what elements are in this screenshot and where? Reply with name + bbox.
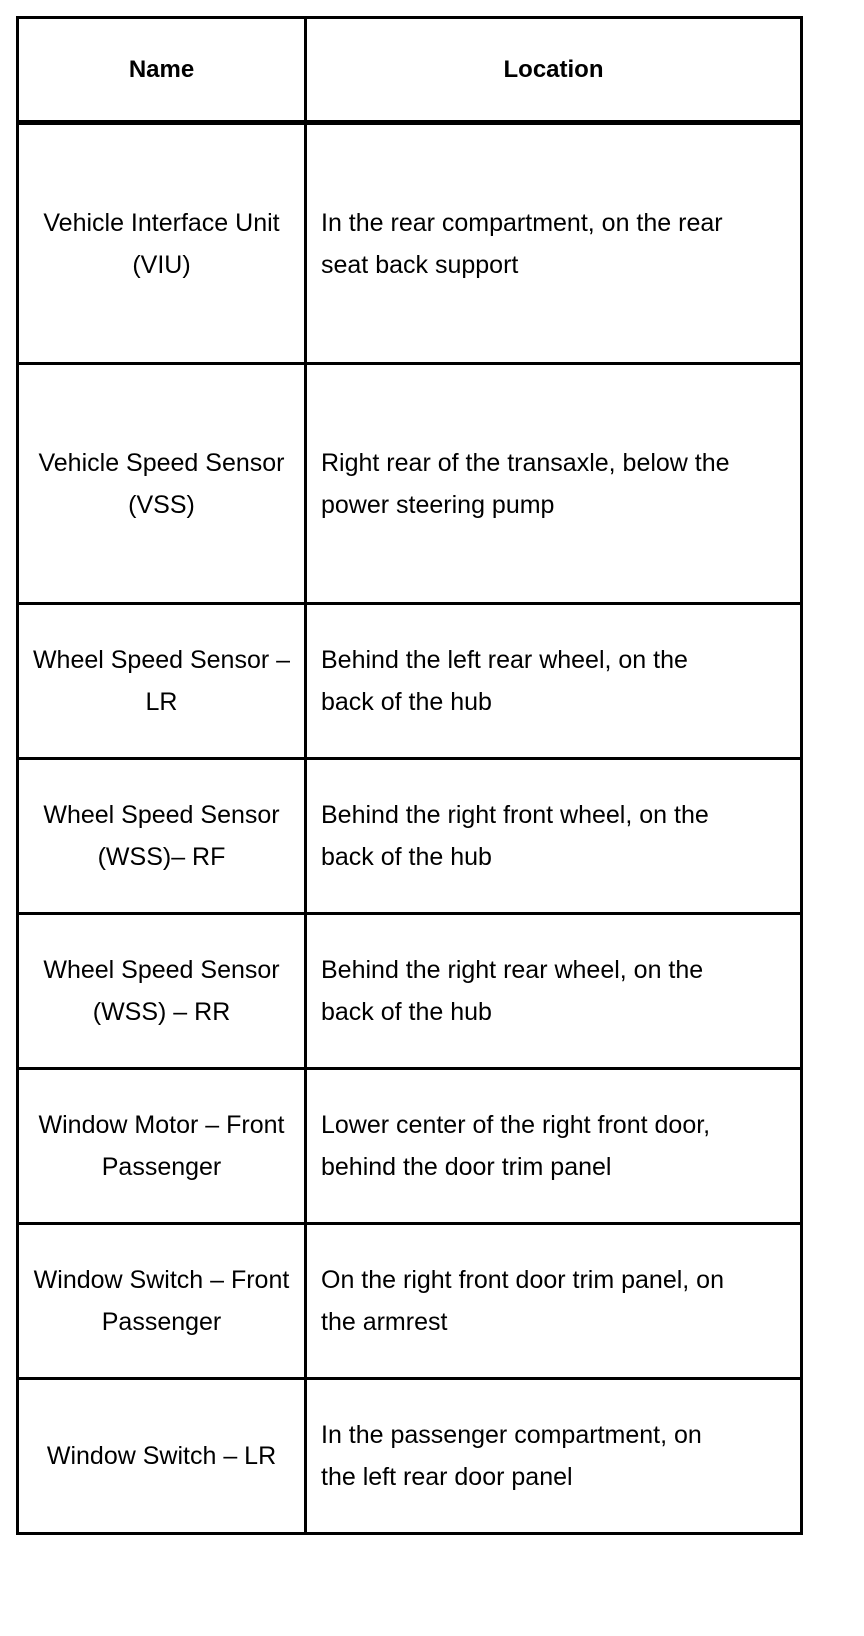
component-location: Behind the right front wheel, on the back of the hub	[321, 801, 709, 871]
component-location: Behind the right rear wheel, on the back of the hub	[321, 956, 704, 1026]
table-row	[18, 914, 802, 1069]
name-cell	[18, 123, 306, 364]
component-location-table	[16, 16, 803, 1535]
component-location: In the rear compartment, on the rear seat back support	[321, 208, 723, 279]
column-header-location: Location	[306, 18, 802, 123]
name-cell	[18, 364, 306, 604]
table-row	[18, 1224, 802, 1379]
table-row	[18, 604, 802, 759]
location-cell	[306, 1224, 802, 1379]
name-cell	[18, 914, 306, 1069]
component-name: Wheel Speed Sensor – LR	[32, 646, 291, 716]
component-name: Wheel Speed Sensor (WSS) – RR	[43, 956, 280, 1026]
component-location: Right rear of the transaxle, below the power steering pump	[321, 448, 730, 519]
component-name: Wheel Speed Sensor (WSS)– RF	[43, 801, 280, 871]
component-location: On the right front door trim panel, on the armrest	[321, 1266, 724, 1336]
location-cell	[306, 364, 802, 604]
component-location: In the passenger compartment, on the left rear door panel	[321, 1421, 702, 1491]
component-name: Window Switch – Front Passenger	[33, 1266, 290, 1336]
table-row	[18, 364, 802, 604]
location-cell	[306, 759, 802, 914]
component-location: Behind the left rear wheel, on the back of the hub	[321, 646, 688, 716]
name-cell	[18, 759, 306, 914]
location-cell	[306, 604, 802, 759]
location-cell	[306, 1379, 802, 1534]
name-cell	[18, 1069, 306, 1224]
table-header-row	[18, 18, 802, 123]
column-header-name: Name	[18, 18, 306, 123]
component-name: Vehicle Interface Unit (VIU)	[43, 208, 280, 279]
name-cell	[18, 1379, 306, 1534]
table-row	[18, 1069, 802, 1224]
name-cell	[18, 1224, 306, 1379]
location-cell	[306, 914, 802, 1069]
table-row	[18, 1379, 802, 1534]
component-name: Vehicle Speed Sensor (VSS)	[38, 448, 285, 519]
location-cell	[306, 1069, 802, 1224]
component-name: Window Switch – LR	[46, 1442, 277, 1470]
table-row	[18, 759, 802, 914]
component-name: Window Motor – Front Passenger	[38, 1111, 285, 1181]
component-location: Lower center of the right front door, behind the door trim panel	[321, 1111, 711, 1181]
table-row	[18, 123, 802, 364]
name-cell	[18, 604, 306, 759]
location-cell	[306, 123, 802, 364]
